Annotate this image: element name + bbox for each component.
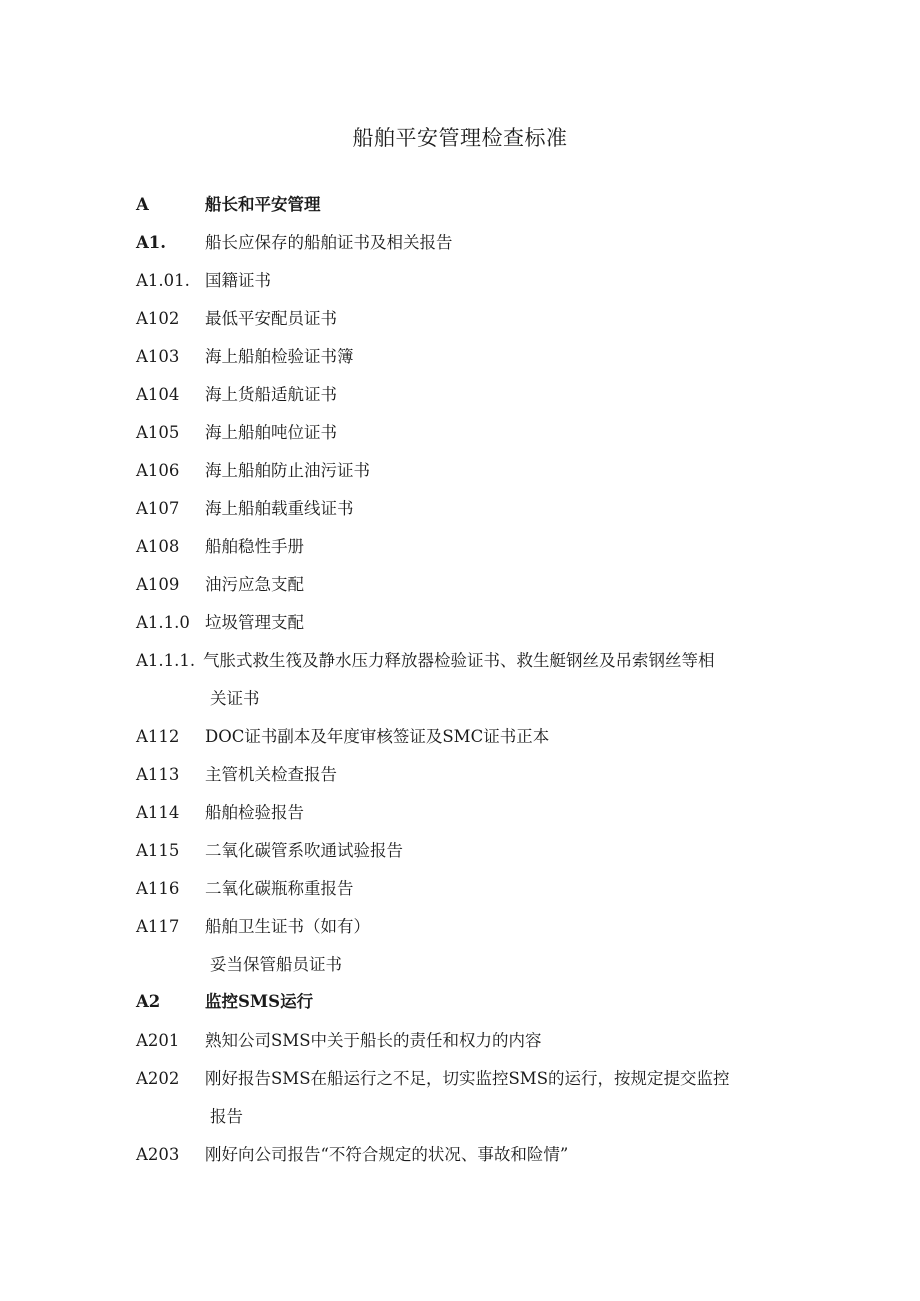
item-text: 船舶卫生证书（如有）: [205, 917, 370, 936]
item-text: 海上货船适航证书: [205, 385, 337, 404]
item-code: A: [136, 195, 149, 214]
item-text: 熟知公司SMS中关于船长的责任和权力的内容: [205, 1031, 542, 1050]
item-text: 海上船舶吨位证书: [205, 423, 337, 442]
item-text: 最低平安配员证书: [205, 309, 337, 328]
item-code: A117: [136, 917, 180, 936]
item-text: 船舶检验报告: [205, 803, 304, 822]
item-text: 油污应急支配: [205, 575, 304, 594]
item-code: A116: [136, 879, 180, 898]
item-text: 船长应保存的船舶证书及相关报告: [205, 233, 453, 252]
item-text: 刚好向公司报告“不符合规定的状况、事故和险情”: [205, 1145, 569, 1164]
item-code: A102: [136, 309, 180, 328]
item-code: A113: [136, 765, 180, 784]
item-text: 海上船舶检验证书簿: [205, 347, 354, 366]
item-text: 气胀式救生筏及静水压力释放器检验证书、救生艇钢丝及吊索钢丝等相: [203, 651, 715, 670]
item-code: A1.: [136, 233, 167, 252]
item-code: A103: [136, 347, 180, 366]
item-continuation: 妥当保管船员证书: [210, 955, 342, 974]
item-code: A115: [136, 841, 180, 860]
item-code: A1.1.0: [136, 613, 190, 632]
item-code: A202: [136, 1069, 180, 1088]
item-text: 监控SMS运行: [205, 992, 314, 1011]
item-text: 国籍证书: [205, 271, 271, 290]
item-code: A109: [136, 575, 180, 594]
item-code: A201: [136, 1031, 180, 1050]
item-text: 主管机关检查报告: [205, 765, 337, 784]
item-code: A108: [136, 537, 180, 556]
item-code: A104: [136, 385, 180, 404]
item-code: A107: [136, 499, 180, 518]
item-text: 二氧化碳管系吹通试验报告: [205, 841, 403, 860]
item-code: A114: [136, 803, 180, 822]
item-code: A112: [136, 727, 180, 746]
item-text: 垃圾管理支配: [205, 613, 304, 632]
item-code: A203: [136, 1145, 180, 1164]
item-text: 船长和平安管理: [205, 195, 321, 214]
item-text: 刚好报告SMS在船运行之不足，切实监控SMS的运行，按规定提交监控: [205, 1069, 730, 1088]
item-code: A2: [136, 992, 161, 1011]
item-code: A1.01.: [136, 271, 190, 290]
item-text: 二氧化碳瓶称重报告: [205, 879, 354, 898]
item-text: 船舶稳性手册: [205, 537, 304, 556]
item-code: A106: [136, 461, 180, 480]
item-continuation: 报告: [210, 1107, 243, 1126]
item-text: DOC证书副本及年度审核签证及SMC证书正本: [205, 727, 550, 746]
page-title: 船舶平安管理检查标准: [352, 126, 568, 150]
item-code: A105: [136, 423, 180, 442]
item-text: 海上船舶防止油污证书: [205, 461, 370, 480]
item-continuation: 关证书: [210, 689, 260, 708]
item-code: A1.1.1.: [136, 651, 196, 670]
item-text: 海上船舶载重线证书: [205, 499, 354, 518]
